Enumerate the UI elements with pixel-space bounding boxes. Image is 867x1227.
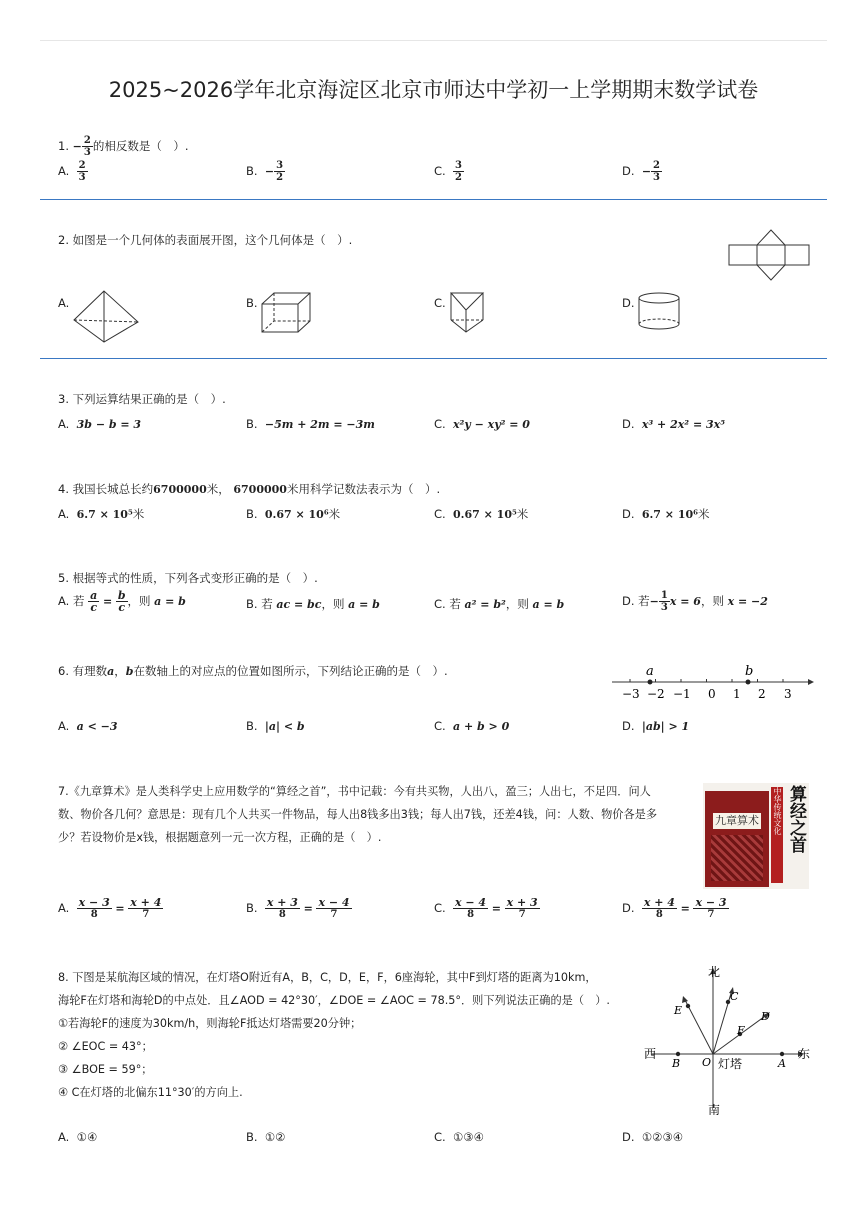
q1-text: 的相反数是（ ）. [92,139,189,153]
q3-text: 3. 下列运算结果正确的是（ ）. [58,392,226,406]
divider-1 [40,199,827,200]
q2-option-b[interactable]: B. [246,296,258,310]
tick-label: −1 [673,687,691,701]
question-1 [58,135,188,158]
point-a-label: a [646,664,654,679]
e-label: E [674,1004,683,1017]
c-label: C [730,990,739,1003]
book-title: 九章算术 [715,814,759,827]
book-cover [705,791,769,887]
q5-option-a[interactable]: A. 若 $\frac{a}{c}$ = $\frac{b}{c}$ ，则 a = b [58,589,186,614]
q4-option-c[interactable]: C. 0.67 × 10⁵米 [434,507,529,521]
south-label: 南 [708,1103,721,1117]
q4-option-d[interactable]: D. 6.7 × 10⁶米 [622,507,710,521]
q4-option-a[interactable]: A. 6.7 × 10⁵米 [58,507,145,521]
q4-option-b[interactable]: B. 0.67 × 10⁶米 [246,507,341,521]
q7-option-a[interactable]: A. $\frac{x - 3}{8}$ = $\frac{x + 4}{7}$ [58,896,162,920]
q3-option-c[interactable]: C. x²y − xy² = 0 [434,417,530,431]
book-side-title: 算经之首 [786,785,806,853]
tick-label: 0 [708,687,716,701]
top-divider [40,40,827,41]
tick-label: 1 [733,687,741,701]
d-label: D [761,1010,770,1023]
q3-option-d[interactable]: D. x³ + 2x² = 3x⁵ [622,417,726,431]
q8-option-b[interactable]: B. ①② [246,1130,286,1144]
book-tag: 中华传统文化 [771,787,783,883]
q1-option-b[interactable]: B. − $\frac{3}{2}$ [246,160,284,183]
q6-number-line [610,660,816,704]
q6-text: 6. 有理数a，b在数轴上的对应点的位置如图所示，下列结论正确的是（ ）. [58,664,448,678]
east-label: 东 [798,1047,811,1061]
a-label: A [778,1057,786,1070]
tick-label: −3 [622,687,640,701]
q6-option-b[interactable]: B. |a| < b [246,719,305,733]
point-b-label: b [745,664,754,679]
q2-net-figure [726,226,812,284]
q7-option-c[interactable]: C. $\frac{x - 4}{8}$ = $\frac{x + 3}{7}$ [434,896,538,920]
q2-cylinder-figure [636,290,684,334]
west-label: 西 [644,1047,657,1061]
q7-book-image [703,783,809,889]
q3-option-a[interactable]: A. 3b − b = 3 [58,417,142,431]
f-label: F [737,1024,745,1037]
q7-option-b[interactable]: B. $\frac{x + 3}{8}$ = $\frac{x - 4}{7}$ [246,896,350,920]
q7-text: 7.《九章算术》是人类科学史上应用数学的“算经之首”，书中记载：今有共买物，人出八，盈三；人出七，不足四．问人 数、物价各几何？意思是：现有几个人共买一件物品，每人出8钱多出3钱；每人出7钱，还差4钱，问：人数、物价各是多 少？若设物价是x钱，根据题意列一元一次方程，正确的是（ ）. [58,785,658,844]
q1-fraction: $\frac{2}{3}$ [83,135,91,158]
north-label: 北 [708,965,721,979]
q1-option-a[interactable]: A. $\frac{2}{3}$ [58,160,86,183]
q2-prism-figure [448,290,488,336]
q4-text: 4. 我国长城总长约6700000米， 6700000米用科学记数法表示为（ ）. [58,482,441,496]
point-b [746,680,751,685]
divider-2 [40,358,827,359]
q7-option-d[interactable]: D. $\frac{x + 4}{8}$ = $\frac{x - 3}{7}$ [622,896,727,920]
q6-option-a[interactable]: A. a < −3 [58,719,118,733]
q2-pyramid-figure [70,288,142,346]
tick-label: −2 [647,687,665,701]
q2-option-a[interactable]: A. [58,296,70,310]
q5-option-d[interactable]: D. 若− $\frac{1}{3}$ x = 6，则 x = −2 [622,590,768,613]
tick-label: 3 [784,687,792,701]
q5-option-b[interactable]: B. 若 ac = bc，则 a = b [246,597,380,611]
q2-text: 2. 如图是一个几何体的表面展开图，这个几何体是（ ）. [58,233,353,247]
q8-option-a[interactable]: A. ①④ [58,1130,98,1144]
q5-text: 5. 根据等式的性质，下列各式变形正确的是（ ）. [58,571,318,585]
q2-cube-figure [258,290,314,336]
q8-compass-diagram [640,962,816,1118]
page-title: 2025~2026学年北京海淀区北京市师达中学初一上学期期末数学试卷 [108,78,759,102]
q5-option-c[interactable]: C. 若 a² = b²，则 a = b [434,597,565,611]
q8-text: 8. 下图是某航海区域的情况，在灯塔O附近有A，B，C，D，E，F，6座海轮，其中F到灯塔的距离为10km， 海轮F在灯塔和海轮D的中点处．且∠AOD = 42°30′，∠DOE = ∠AOC = 78.5°．则下列说法正确的是（ ）. ①若海轮F的速度为30km/h，则海轮F抵达灯塔需要20分钟； ② ∠EOC = 43°； ③ ∠BOE = 59°； ④ C在灯塔的北偏东11°30′的方向上. [58,971,610,1099]
q6-option-d[interactable]: D. |ab| > 1 [622,719,690,733]
b-label: B [672,1057,681,1070]
q6-option-c[interactable]: C. a + b > 0 [434,719,510,733]
q1-number: 1. [58,139,69,153]
q1-sign: − [72,140,82,153]
q8-option-d[interactable]: D. ①②③④ [622,1130,684,1144]
q2-option-c[interactable]: C. [434,296,446,310]
q8-option-c[interactable]: C. ①③④ [434,1130,484,1144]
q3-option-b[interactable]: B. −5m + 2m = −3m [246,417,375,431]
q1-option-c[interactable]: C. $\frac{3}{2}$ [434,160,462,183]
tick-label: 2 [758,687,766,701]
tower-label: 灯塔 [718,1057,743,1071]
q2-option-d[interactable]: D. [622,296,635,310]
q1-option-d[interactable]: D. − $\frac{2}{3}$ [622,160,661,183]
o-label: O [702,1056,712,1069]
point-a [648,680,653,685]
